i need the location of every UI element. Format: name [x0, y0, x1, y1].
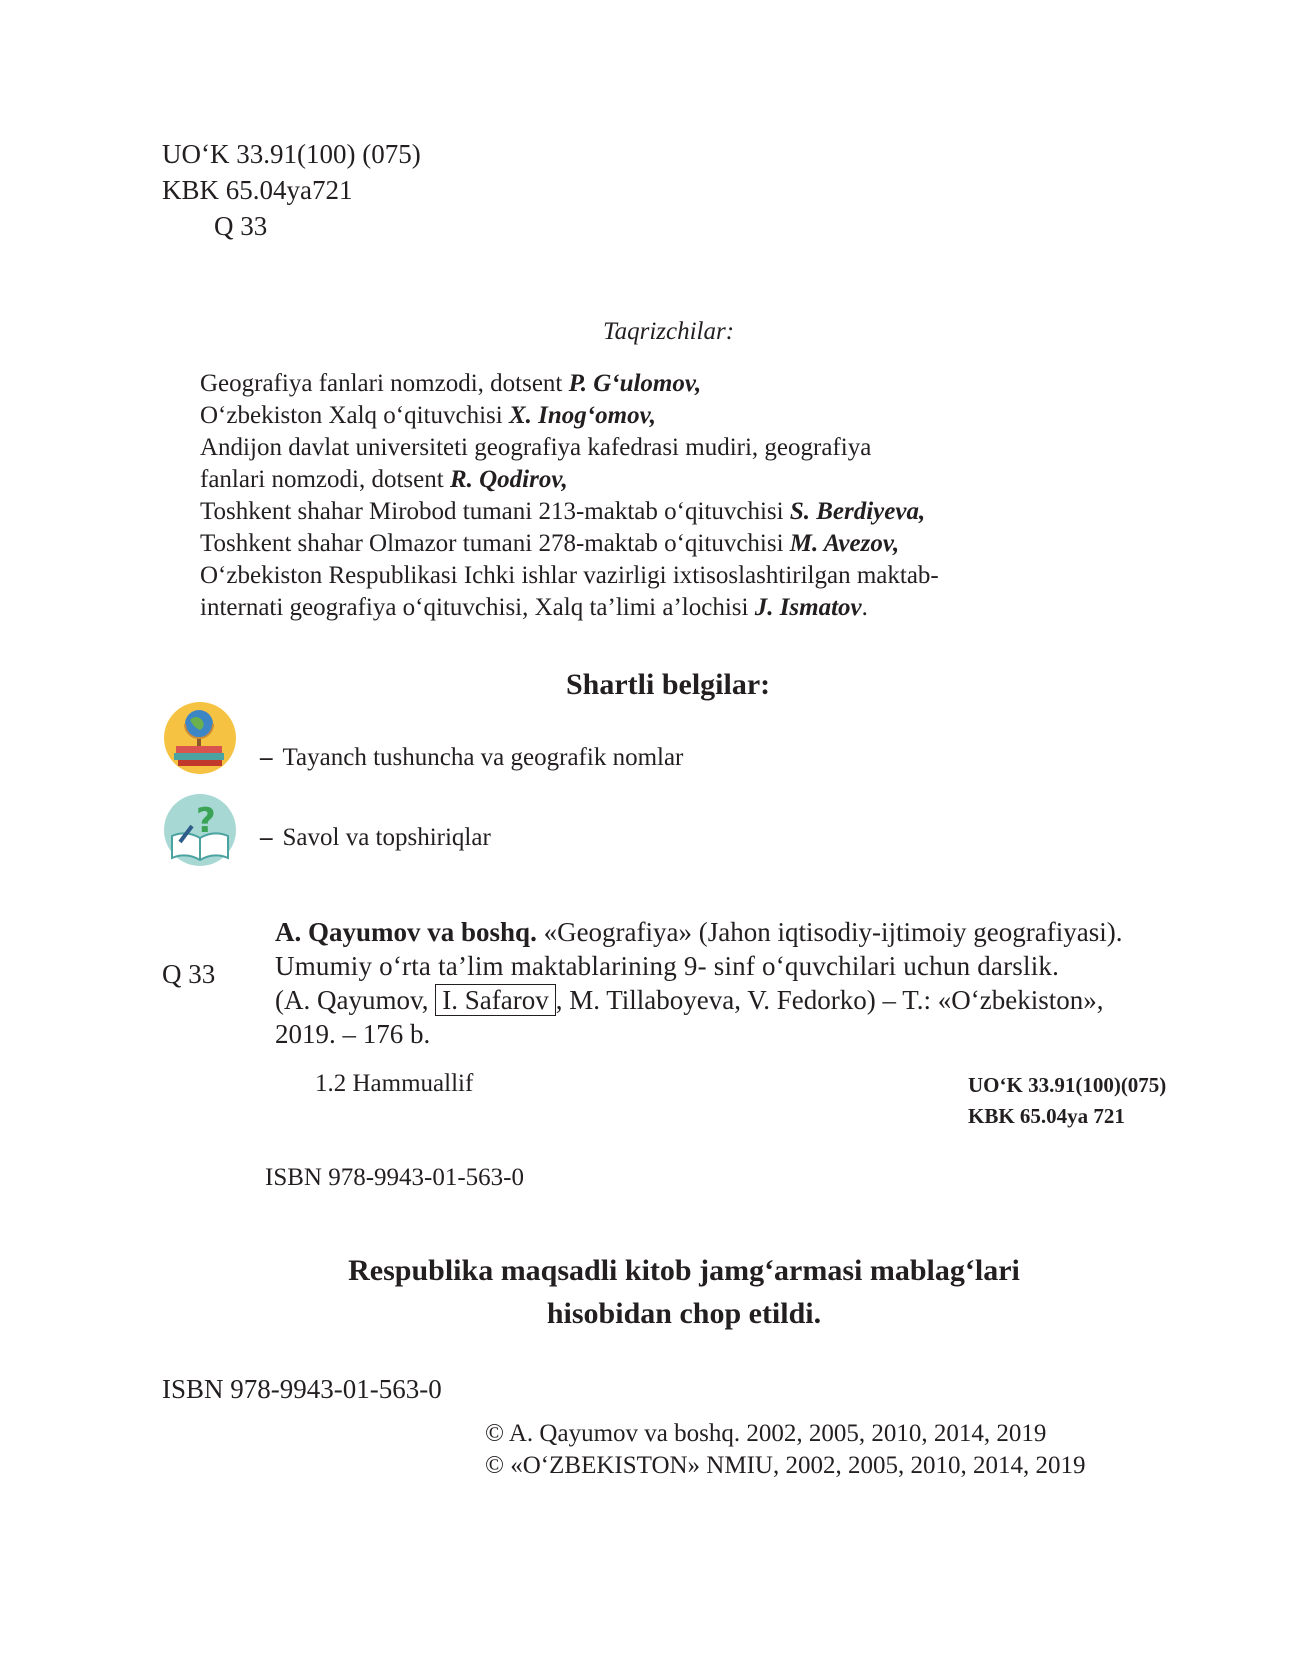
reviewer-description: Andijon davlat universiteti geografiya kafedrasi mudiri, geografiya	[200, 434, 872, 461]
boxed-author: I. Safarov	[435, 984, 555, 1016]
bib-line-3	[275, 984, 1103, 1017]
reviewer-tail: .	[861, 594, 868, 621]
coauthor-note: 1.2 Hammuallif	[315, 1070, 474, 1097]
legend-dash: –	[260, 824, 273, 851]
reviewer-line	[200, 496, 925, 528]
reviewer-line	[200, 464, 568, 496]
kbk-bold: KBK 65.04ya 721	[968, 1104, 1125, 1128]
reviewer-name: S. Berdiyeva,	[789, 498, 926, 525]
reviewer-description: Toshkent shahar Mirobod tumani 213-maktab o‘qituvchisi	[200, 498, 790, 525]
bib-author: A. Qayumov va boshq.	[275, 917, 537, 947]
reviewer-line	[200, 368, 701, 400]
reviewer-line	[200, 592, 868, 624]
reviewer-name: M. Avezov,	[789, 530, 900, 557]
legend-label: Tayanch tushuncha va geografik nomlar	[282, 744, 684, 771]
bib-line-4: 2019. – 176 b.	[275, 1019, 431, 1049]
funding-line-2: hisobidan chop etildi.	[546, 1297, 822, 1330]
q-code: Q 33	[214, 211, 268, 241]
reviewer-line	[200, 560, 939, 592]
legend-item-questions	[260, 824, 491, 852]
legend-title: Shartli belgilar:	[566, 668, 771, 701]
reviewer-description: O‘zbekiston Xalq o‘qituvchisi	[200, 402, 509, 429]
reviewer-description: internati geografiya o‘qituvchisi, Xalq ta’limi a’lochisi	[200, 594, 755, 621]
reviewer-description: Toshkent shahar Olmazor tumani 278-maktab o‘qituvchisi	[200, 530, 790, 557]
reviewer-name: J. Ismatov	[754, 594, 862, 621]
globe-books-icon	[162, 700, 238, 781]
reviewer-description: O‘zbekiston Respublikasi Ichki ishlar vazirligi ixtisoslashtirilgan maktab-	[200, 562, 939, 589]
bib-line-2: Umumiy o‘rta ta’lim maktablarining 9- sinf o‘quvchilari uchun darslik.	[275, 951, 1060, 981]
reviewer-name: R. Qodirov,	[449, 466, 568, 493]
reviewers-title: Taqrizchilar:	[603, 318, 735, 345]
reviewer-name: X. Inog‘omov,	[508, 402, 656, 429]
svg-text:?: ?	[196, 801, 216, 841]
bib-authors-post: , M. Tillaboyeva, V. Fedorko) – T.: «O‘zbekiston»,	[555, 985, 1104, 1015]
reviewer-description: Geografiya fanlari nomzodi, dotsent	[200, 370, 569, 397]
bib-title: «Geografiya» (Jahon iqtisodiy-ijtimoiy geografiyasi).	[536, 917, 1123, 947]
question-book-icon	[162, 792, 238, 873]
legend-dash: –	[260, 744, 273, 771]
udk-bold: UO‘K 33.91(100)(075)	[968, 1073, 1167, 1097]
reviewer-line	[200, 400, 656, 432]
bib-code: Q 33	[162, 959, 216, 989]
bib-line-1	[275, 916, 1122, 949]
reviewer-name: P. G‘ulomov,	[568, 370, 702, 397]
funding-line-1: Respublika maqsadli kitob jamg‘armasi mablag‘lari	[348, 1254, 1020, 1287]
copyright-line-1: © A. Qayumov va boshq. 2002, 2005, 2010, 2014, 2019	[485, 1420, 1047, 1447]
kbk-code: KBK 65.04ya721	[162, 175, 353, 205]
reviewer-line	[200, 432, 871, 464]
isbn-main: ISBN 978-9943-01-563-0	[162, 1374, 442, 1404]
bib-isbn: ISBN 978-9943-01-563-0	[265, 1164, 525, 1191]
reviewer-description: fanlari nomzodi, dotsent	[200, 466, 450, 493]
udk-code: UO‘K 33.91(100) (075)	[162, 139, 421, 169]
legend-item-key-concepts	[260, 744, 683, 772]
reviewer-line	[200, 528, 899, 560]
copyright-line-2: © «O‘ZBEKISTON» NMIU, 2002, 2005, 2010, 2014, 2019	[485, 1452, 1086, 1479]
bib-authors-pre: (A. Qayumov,	[275, 985, 436, 1015]
legend-label: Savol va topshiriqlar	[282, 824, 491, 851]
